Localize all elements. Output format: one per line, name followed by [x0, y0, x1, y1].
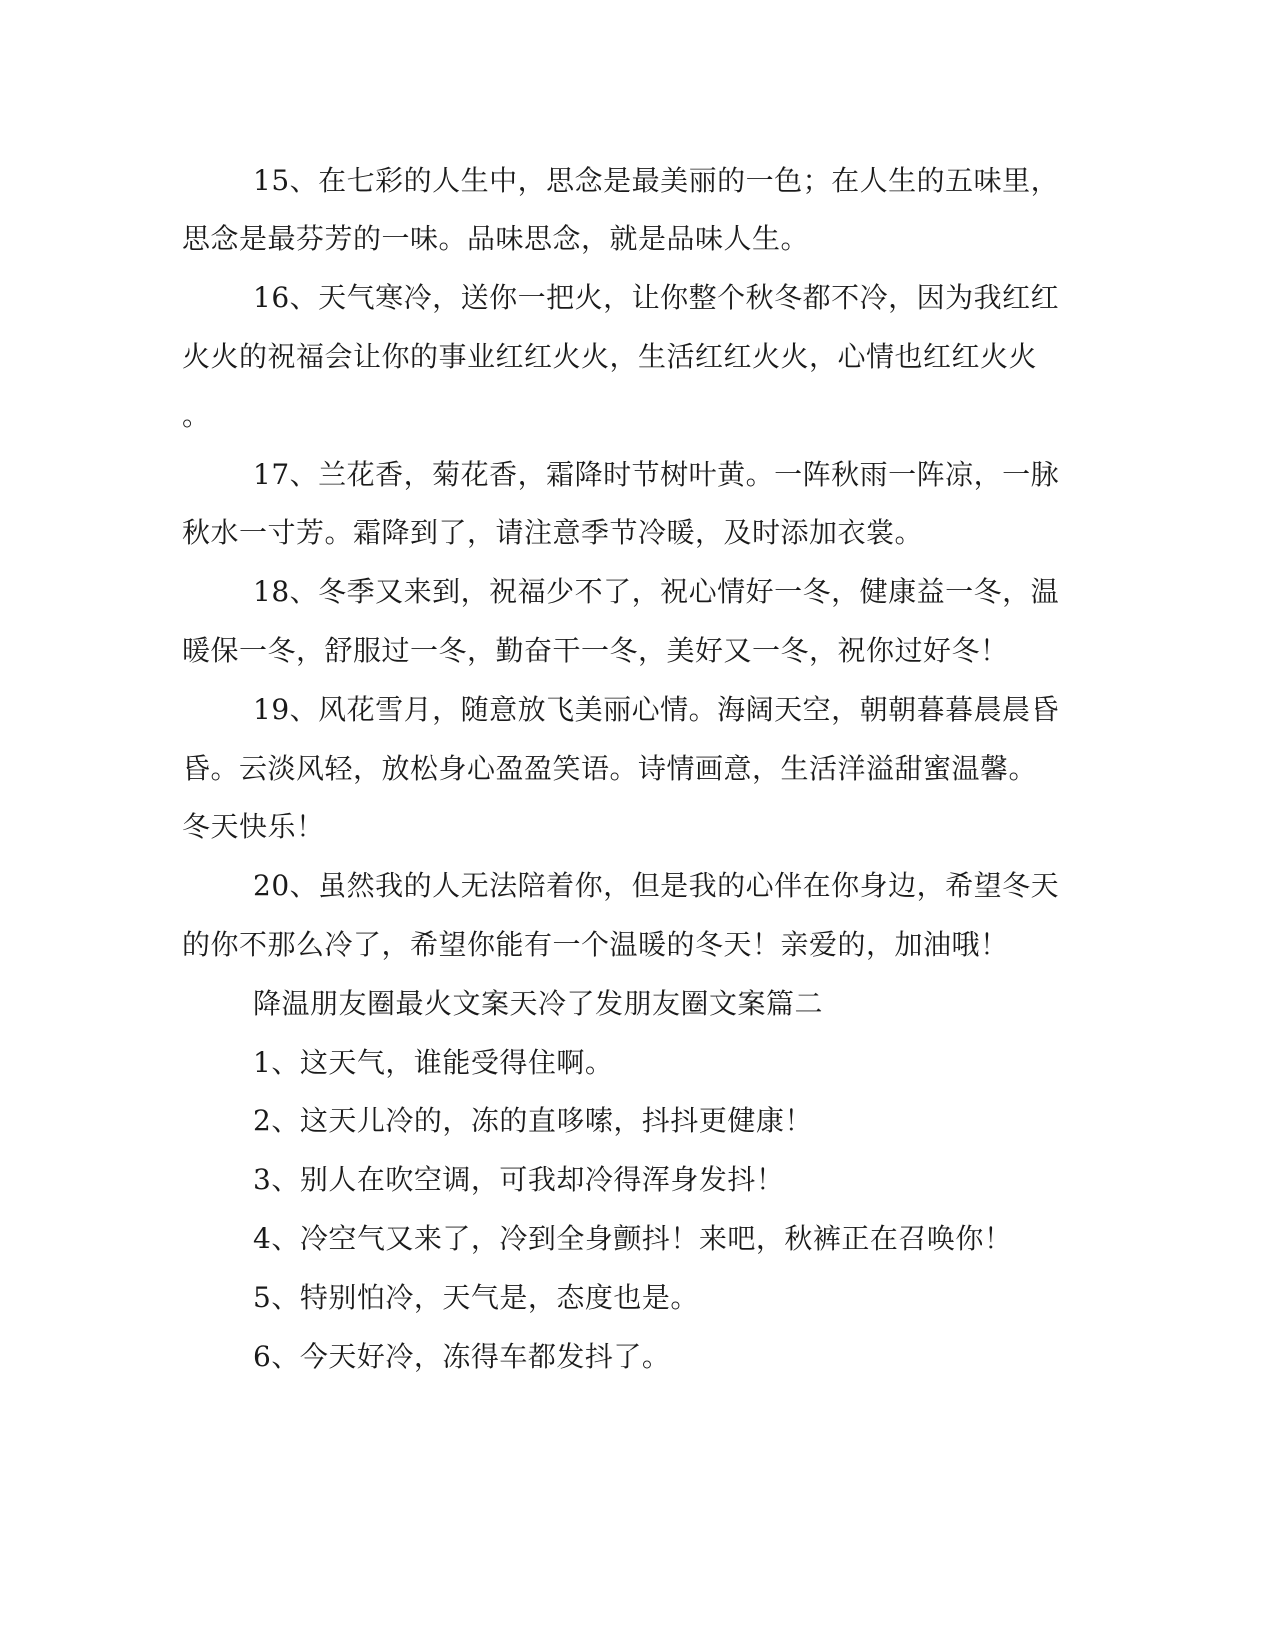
- text-line: 4、冷空气又来了，冷到全身颤抖！来吧，秋裤正在召唤你！: [253, 1222, 1013, 1255]
- text-line: 18、冬季又来到，祝福少不了，祝心情好一冬，健康益一冬，温: [253, 575, 1060, 608]
- text-line: 17、兰花香，菊花香，霜降时节树叶黄。一阵秋雨一阵凉，一脉: [253, 458, 1060, 491]
- text-line: 的你不那么冷了，希望你能有一个温暖的冬天！亲爱的，加油哦！: [182, 928, 1009, 961]
- text-line: 15、在七彩的人生中，思念是最美丽的一色；在人生的五味里，: [253, 164, 1060, 197]
- text-line: 20、虽然我的人无法陪着你，但是我的心伴在你身边，希望冬天: [253, 869, 1060, 902]
- text-line: 5、特别怕冷，天气是，态度也是。: [253, 1281, 699, 1314]
- text-line: 16、天气寒冷，送你一把火，让你整个秋冬都不冷，因为我红红: [253, 281, 1060, 314]
- section-heading: 降温朋友圈最火文案天冷了发朋友圈文案篇二: [253, 987, 824, 1020]
- text-line: 。: [182, 399, 211, 432]
- text-line: 思念是最芬芳的一味。品味思念，就是品味人生。: [182, 222, 810, 255]
- text-line: 暖保一冬，舒服过一冬，勤奋干一冬，美好又一冬，祝你过好冬！: [182, 634, 1009, 667]
- text-line: 1、这天气，谁能受得住啊。: [253, 1046, 614, 1079]
- text-line: 火火的祝福会让你的事业红红火火，生活红红火火，心情也红红火火: [182, 340, 1038, 373]
- text-line: 秋水一寸芳。霜降到了，请注意季节冷暖，及时添加衣裳。: [182, 516, 924, 549]
- text-line: 3、别人在吹空调，可我却冷得浑身发抖！: [253, 1163, 785, 1196]
- text-line: 昏。云淡风轻，放松身心盈盈笑语。诗情画意，生活洋溢甜蜜温馨。: [182, 752, 1038, 785]
- text-line: 6、今天好冷，冻得车都发抖了。: [253, 1340, 671, 1373]
- text-line: 冬天快乐！: [182, 810, 325, 843]
- text-line: 19、风花雪月，随意放飞美丽心情。海阔天空，朝朝暮暮晨晨昏: [253, 693, 1060, 726]
- text-line: 2、这天儿冷的，冻的直哆嗦，抖抖更健康！: [253, 1104, 813, 1137]
